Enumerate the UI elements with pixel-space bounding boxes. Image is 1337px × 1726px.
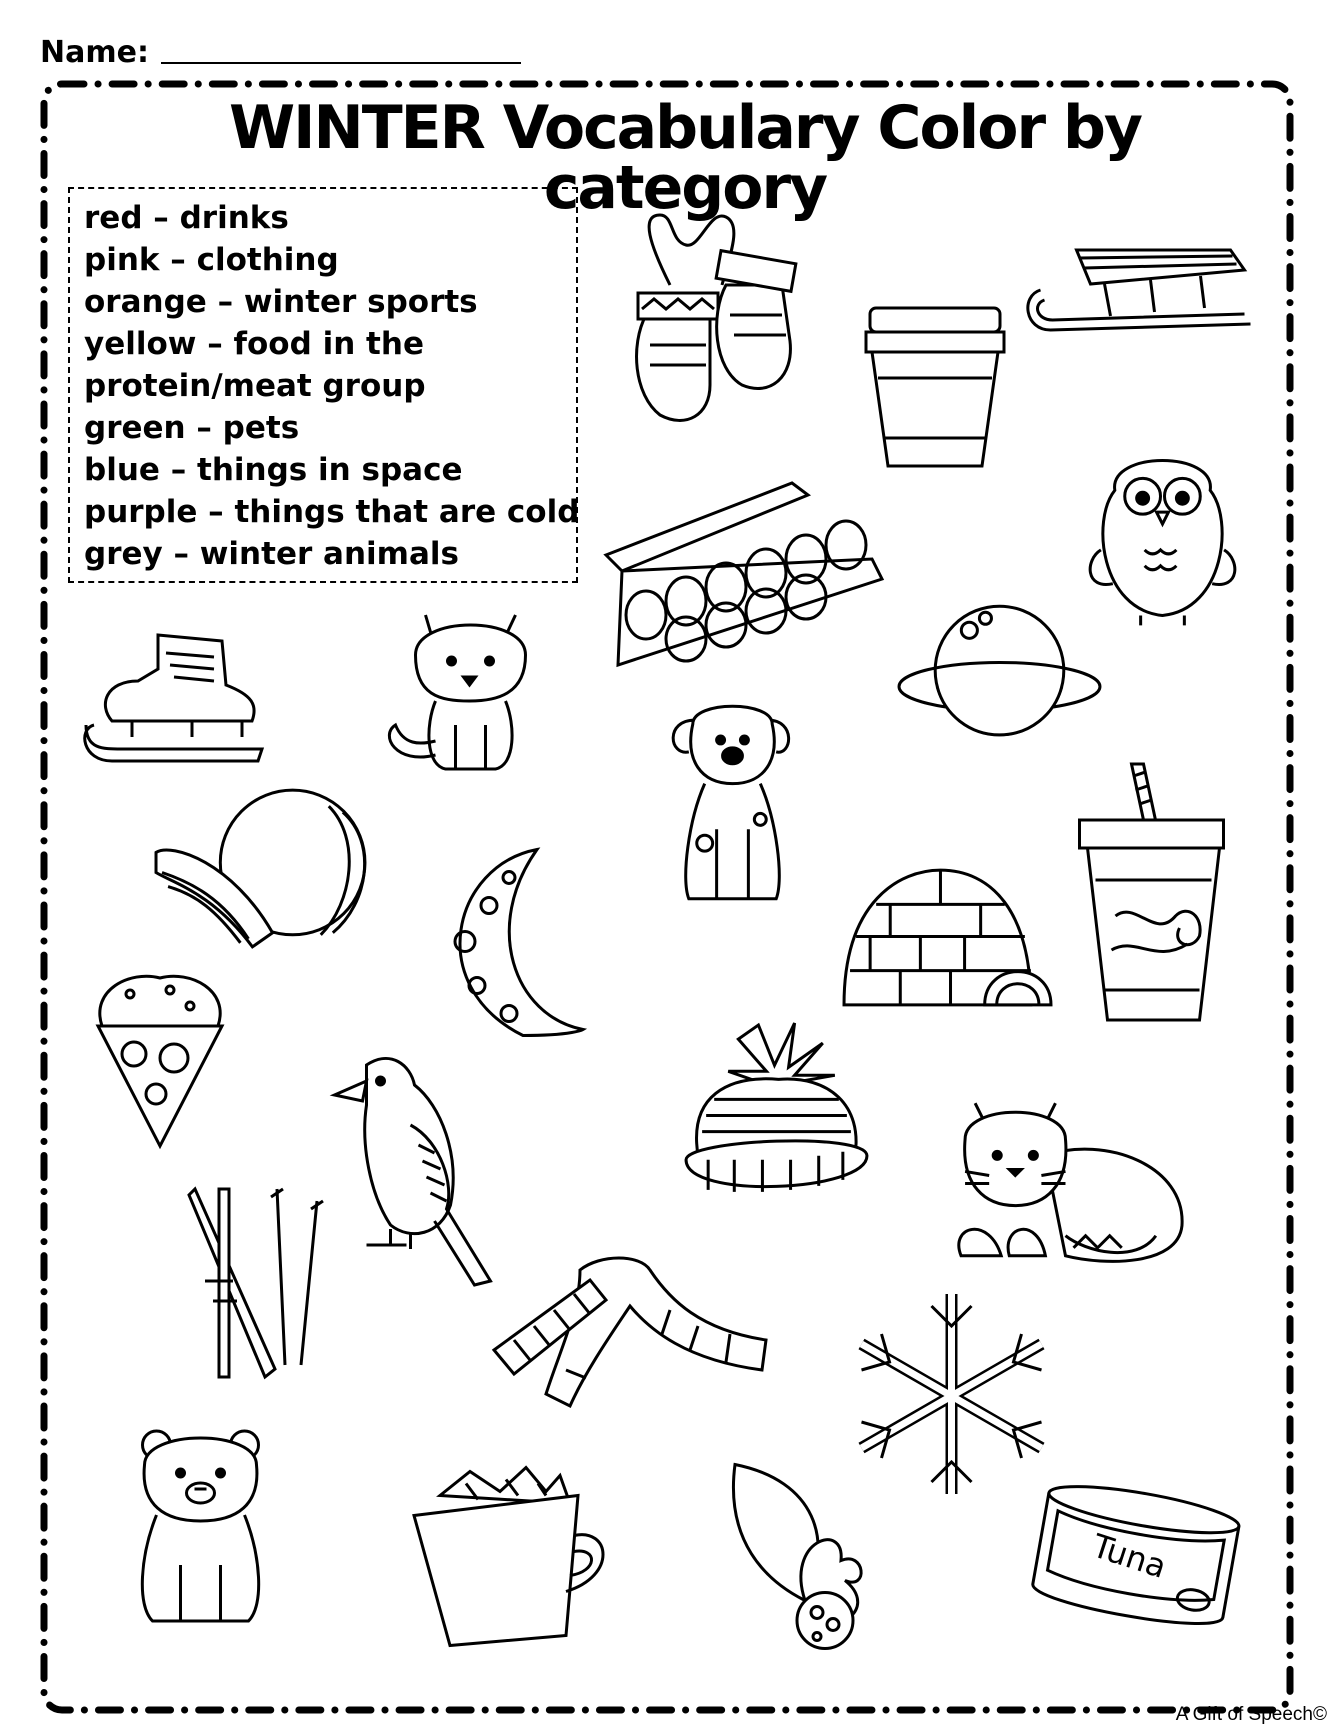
- owl-icon[interactable]: [1085, 440, 1240, 630]
- cat-icon[interactable]: [945, 1095, 1190, 1270]
- sled-icon[interactable]: [1020, 240, 1255, 350]
- skis-icon[interactable]: [185, 1185, 345, 1385]
- polar-bear-icon[interactable]: [128, 1425, 273, 1625]
- snow-cone-icon[interactable]: [90, 970, 230, 1150]
- page-title: WINTER Vocabulary Color by category: [228, 93, 1142, 223]
- egg-carton-icon[interactable]: [602, 475, 892, 675]
- winter-hat-icon[interactable]: [678, 1015, 873, 1210]
- cardinal-bird-icon[interactable]: [330, 1045, 505, 1295]
- legend-item: grey – winter animals: [84, 536, 459, 572]
- name-field[interactable]: [40, 20, 521, 70]
- ham-icon[interactable]: [152, 782, 377, 957]
- comet-icon[interactable]: [725, 1460, 885, 1655]
- dog-icon[interactable]: [665, 700, 800, 905]
- mittens-icon[interactable]: [610, 205, 810, 435]
- scarf-icon[interactable]: [490, 1250, 770, 1410]
- soda-cup-icon[interactable]: [1075, 760, 1230, 1030]
- legend-item: red – drinks: [84, 200, 289, 236]
- legend-item: yellow – food in the: [84, 326, 424, 362]
- color-legend: [68, 187, 578, 583]
- planet-icon[interactable]: [893, 590, 1108, 755]
- ice-skate-icon[interactable]: [82, 625, 282, 765]
- credit-text: A Gift of Speech©: [1175, 1704, 1327, 1725]
- legend-item: protein/meat group: [84, 368, 426, 404]
- coffee-cup-icon[interactable]: [860, 298, 1010, 476]
- legend-item: orange – winter sports: [84, 284, 478, 320]
- legend-item: blue – things in space: [84, 452, 463, 488]
- legend-item: green – pets: [84, 410, 300, 446]
- igloo-icon[interactable]: [840, 860, 1055, 1015]
- moon-icon[interactable]: [433, 845, 583, 1040]
- legend-item: pink – clothing: [84, 242, 339, 278]
- name-blank-line[interactable]: [161, 62, 521, 64]
- name-label: Name:: [40, 35, 149, 70]
- tuna-label: Tuna: [1087, 1526, 1172, 1586]
- legend-item: purple – things that are cold: [84, 494, 580, 530]
- hot-cocoa-icon[interactable]: [410, 1455, 620, 1650]
- tuna-can-icon[interactable]: [1035, 1485, 1240, 1630]
- arctic-fox-icon[interactable]: [375, 605, 540, 775]
